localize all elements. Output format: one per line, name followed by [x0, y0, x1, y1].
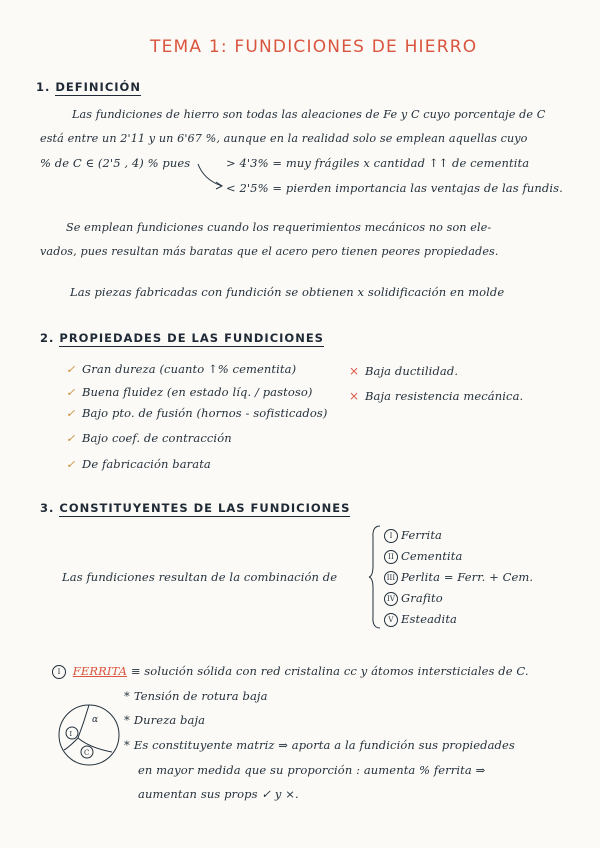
- roman-numeral: V: [384, 613, 398, 627]
- definition-line-1: Las fundiciones de hierro son todas las aleaciones de Fe y C cuyo porcentaje de C: [72, 108, 546, 121]
- cross-icon: ×: [349, 364, 360, 378]
- constituent-cementita: [384, 549, 462, 564]
- branch-low-carbon: < 2'5% = pierden importancia las ventajas de las fundis.: [226, 181, 563, 195]
- section-1-heading: [36, 80, 141, 94]
- check-icon: ✓: [66, 386, 76, 399]
- section-2-title: PROPIEDADES DE LAS FUNDICIONES: [59, 331, 324, 345]
- advantage-text: Bajo coef. de contracción: [82, 431, 232, 445]
- usage-line-2: vados, pues resultan más baratas que el acero pero tienen peores propiedades.: [40, 245, 499, 258]
- disadvantage-item: [349, 389, 523, 403]
- section-1-title: DEFINICIÓN: [55, 80, 141, 94]
- carbon-label: C: [84, 749, 90, 757]
- advantage-text: Buena fluidez (en estado líq. / pastoso): [82, 385, 313, 399]
- ferrita-property-text: Dureza baja: [133, 713, 206, 727]
- roman-numeral: III: [384, 571, 398, 585]
- ferrita-property: [124, 689, 268, 703]
- molding-line: Las piezas fabricadas con fundición se obtienen x solidificación en molde: [70, 285, 505, 299]
- ferrita-property-text: Tensión de rotura baja: [133, 689, 268, 703]
- roman-numeral: II: [384, 550, 398, 564]
- constituent-ferrita: [384, 528, 442, 543]
- definition-line-3: % de C ∈ (2'5 , 4) % pues: [40, 156, 191, 170]
- check-icon: ✓: [66, 363, 76, 376]
- roman-numeral: IV: [384, 592, 398, 606]
- constituent-grafito: [384, 591, 443, 606]
- iron-label: I: [69, 730, 73, 738]
- disadvantage-text: Baja ductilidad.: [365, 364, 459, 378]
- section-3-title: CONSTITUYENTES DE LAS FUNDICIONES: [59, 501, 351, 515]
- ferrita-definition-text: ≡ solución sólida con red cristalina cc y átomos intersticiales de C.: [130, 664, 529, 678]
- asterisk-icon: *: [124, 738, 130, 752]
- ferrita-label: FERRITA: [72, 664, 128, 678]
- section-3-heading: [40, 501, 350, 515]
- usage-line-1: Se emplean fundiciones cuando los requerimientos mecánicos no son ele-: [66, 221, 492, 234]
- ferrita-property-text: Es constituyente matriz ⇒ aporta a la fundición sus propiedades: [133, 738, 515, 752]
- ferrita-property-cont: en mayor medida que su proporción : aumenta % ferrita ⇒: [138, 763, 486, 777]
- section-3-number: 3.: [40, 501, 55, 515]
- disadvantage-text: Baja resistencia mecánica.: [365, 389, 524, 403]
- ferrita-diagram: [56, 702, 122, 768]
- advantage-text: Gran dureza (cuanto ↑% cementita): [82, 362, 297, 376]
- section-2-heading: [40, 331, 324, 345]
- roman-numeral: I: [384, 529, 398, 543]
- alpha-label: α: [92, 715, 99, 725]
- ferrita-property: [124, 738, 515, 752]
- advantage-item: [66, 457, 211, 471]
- constituent-name: Perlita = Ferr. + Cem.: [401, 570, 534, 584]
- cross-icon: ×: [349, 389, 360, 403]
- check-icon: ✓: [66, 407, 76, 420]
- check-icon: ✓: [66, 458, 76, 471]
- section-2-number: 2.: [40, 331, 55, 345]
- disadvantage-item: [349, 364, 458, 378]
- branch-arrow: [196, 160, 226, 192]
- section-1-number: 1.: [36, 80, 51, 94]
- constituent-esteadita: [384, 612, 457, 627]
- constituent-name: Esteadita: [401, 612, 457, 626]
- page-title: TEMA 1: FUNDICIONES DE HIERRO: [150, 37, 478, 57]
- constituent-perlita: [384, 570, 533, 585]
- advantage-text: De fabricación barata: [82, 457, 211, 471]
- curly-brace: [368, 524, 382, 630]
- definition-line-2: está entre un 2'11 y un 6'67 %, aunque en la realidad solo se emplean aquellas cuyo: [40, 132, 528, 145]
- constituent-name: Grafito: [401, 591, 443, 605]
- constituent-name: Ferrita: [401, 528, 443, 542]
- advantage-text: Bajo pto. de fusión (hornos - sofisticados): [82, 406, 328, 420]
- advantage-item: [66, 362, 296, 376]
- advantage-item: [66, 431, 232, 445]
- asterisk-icon: *: [124, 689, 130, 703]
- ferrita-property: [124, 713, 205, 727]
- constituent-name: Cementita: [401, 549, 463, 563]
- constituents-intro: Las fundiciones resultan de la combinación de: [62, 570, 338, 584]
- ferrita-property-cont: aumentan sus props ✓ y ×.: [138, 787, 299, 801]
- check-icon: ✓: [66, 432, 76, 445]
- ferrita-definition: [52, 664, 529, 679]
- advantage-item: [66, 406, 328, 420]
- asterisk-icon: *: [124, 713, 130, 727]
- advantage-item: [66, 385, 313, 399]
- branch-high-carbon: > 4'3% = muy frágiles x cantidad ↑↑ de cementita: [226, 156, 530, 170]
- roman-numeral: I: [52, 665, 66, 679]
